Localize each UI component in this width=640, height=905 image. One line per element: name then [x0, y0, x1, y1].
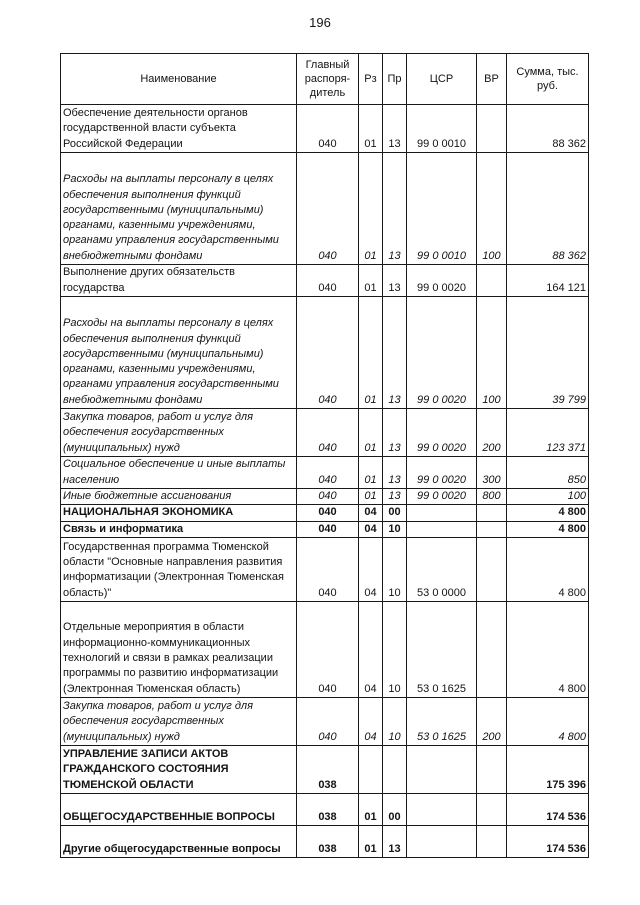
row-name: Закупка товаров, работ и услуг для обеспечения государственных (муниципальных) нужд — [61, 409, 297, 457]
row-vr: 300 — [477, 457, 507, 489]
row-rz: 01 — [359, 489, 383, 505]
page-number: 196 — [309, 15, 331, 30]
row-vr — [477, 537, 507, 601]
row-csr: 53 0 1625 — [407, 697, 477, 745]
row-rz: 01 — [359, 409, 383, 457]
column-header-vr: ВР — [477, 54, 507, 105]
row-csr — [407, 521, 477, 537]
row-admin: 040 — [297, 697, 359, 745]
row-sum: 100 — [507, 489, 589, 505]
table-row — [61, 457, 589, 489]
row-pr: 13 — [383, 153, 407, 265]
row-sum: 4 800 — [507, 537, 589, 601]
row-sum: 88 362 — [507, 105, 589, 153]
row-admin: 040 — [297, 265, 359, 297]
row-csr: 99 0 0020 — [407, 489, 477, 505]
row-pr: 00 — [383, 505, 407, 521]
row-vr: 200 — [477, 409, 507, 457]
row-vr — [477, 505, 507, 521]
row-admin: 040 — [297, 409, 359, 457]
column-header-name: Наименование — [61, 54, 297, 105]
row-rz: 01 — [359, 265, 383, 297]
row-pr: 13 — [383, 457, 407, 489]
row-sum: 4 800 — [507, 521, 589, 537]
row-name: Государственная программа Тюменской области "Основные направления развития информатизации (Электронная Тюменская область)" — [61, 537, 297, 601]
row-vr — [477, 745, 507, 793]
row-admin: 040 — [297, 521, 359, 537]
row-rz: 01 — [359, 105, 383, 153]
row-sum: 39 799 — [507, 297, 589, 409]
row-sum: 88 362 — [507, 153, 589, 265]
row-admin: 040 — [297, 537, 359, 601]
row-sum: 174 536 — [507, 825, 589, 857]
table-row — [61, 745, 589, 793]
row-csr: 53 0 1625 — [407, 601, 477, 697]
row-pr: 00 — [383, 793, 407, 825]
column-header-rz: Рз — [359, 54, 383, 105]
budget-table — [60, 53, 589, 858]
row-name: УПРАВЛЕНИЕ ЗАПИСИ АКТОВ ГРАЖДАНСКОГО СОСТОЯНИЯ ТЮМЕНСКОЙ ОБЛАСТИ — [61, 745, 297, 793]
row-rz: 04 — [359, 601, 383, 697]
row-name: Связь и информатика — [61, 521, 297, 537]
row-admin: 040 — [297, 297, 359, 409]
row-sum: 164 121 — [507, 265, 589, 297]
row-admin: 040 — [297, 153, 359, 265]
row-name: Отдельные мероприятия в области информационно-коммуникационных технологий и связи в рамках реализации программы по развитию информатизации (Электронная Тюменская область) — [61, 601, 297, 697]
row-name: Обеспечение деятельности органов государственной власти субъекта Российской Федерации — [61, 105, 297, 153]
row-name: ОБЩЕГОСУДАРСТВЕННЫЕ ВОПРОСЫ — [61, 793, 297, 825]
row-rz: 01 — [359, 153, 383, 265]
row-rz: 04 — [359, 537, 383, 601]
row-admin: 040 — [297, 105, 359, 153]
row-admin: 040 — [297, 505, 359, 521]
row-name: Закупка товаров, работ и услуг для обеспечения государственных (муниципальных) нужд — [61, 697, 297, 745]
row-pr: 10 — [383, 521, 407, 537]
row-vr — [477, 521, 507, 537]
row-rz: 04 — [359, 505, 383, 521]
table-row — [61, 297, 589, 409]
row-admin: 038 — [297, 825, 359, 857]
row-admin: 038 — [297, 745, 359, 793]
row-rz: 04 — [359, 697, 383, 745]
row-name: Расходы на выплаты персоналу в целях обеспечения выполнения функций государственными (муниципальными) органами, казенными учреждениями, органами управления государственными внебюджетными фондами — [61, 297, 297, 409]
row-admin: 040 — [297, 601, 359, 697]
row-name: Другие общегосударственные вопросы — [61, 825, 297, 857]
table-row — [61, 265, 589, 297]
row-csr: 99 0 0020 — [407, 457, 477, 489]
row-name: Расходы на выплаты персоналу в целях обеспечения выполнения функций государственными (муниципальными) органами, казенными учреждениями, органами управления государственными внебюджетными фондами — [61, 153, 297, 265]
row-sum: 175 396 — [507, 745, 589, 793]
row-pr — [383, 745, 407, 793]
row-csr — [407, 825, 477, 857]
row-vr: 200 — [477, 697, 507, 745]
column-header-pr: Пр — [383, 54, 407, 105]
column-header-admin: Главный распоря-дитель — [297, 54, 359, 105]
row-csr: 99 0 0020 — [407, 409, 477, 457]
row-vr — [477, 793, 507, 825]
row-pr: 13 — [383, 489, 407, 505]
table-row — [61, 521, 589, 537]
row-sum: 174 536 — [507, 793, 589, 825]
row-vr: 100 — [477, 153, 507, 265]
row-admin: 040 — [297, 489, 359, 505]
row-sum: 4 800 — [507, 601, 589, 697]
table-row — [61, 537, 589, 601]
table-row — [61, 601, 589, 697]
column-header-csr: ЦСР — [407, 54, 477, 105]
row-admin: 040 — [297, 457, 359, 489]
row-pr: 13 — [383, 297, 407, 409]
row-rz — [359, 745, 383, 793]
row-rz: 01 — [359, 457, 383, 489]
column-header-sum: Сумма, тыс. руб. — [507, 54, 589, 105]
row-rz: 01 — [359, 297, 383, 409]
row-name: Иные бюджетные ассигнования — [61, 489, 297, 505]
row-admin: 038 — [297, 793, 359, 825]
row-csr: 53 0 0000 — [407, 537, 477, 601]
table-row — [61, 489, 589, 505]
row-csr — [407, 745, 477, 793]
row-vr — [477, 601, 507, 697]
row-csr: 99 0 0020 — [407, 297, 477, 409]
row-vr: 100 — [477, 297, 507, 409]
table-row — [61, 153, 589, 265]
row-vr — [477, 105, 507, 153]
row-sum: 4 800 — [507, 505, 589, 521]
row-sum: 850 — [507, 457, 589, 489]
row-sum: 123 371 — [507, 409, 589, 457]
row-vr: 800 — [477, 489, 507, 505]
row-pr: 10 — [383, 537, 407, 601]
row-pr: 10 — [383, 601, 407, 697]
row-name: НАЦИОНАЛЬНАЯ ЭКОНОМИКА — [61, 505, 297, 521]
row-rz: 01 — [359, 793, 383, 825]
row-sum: 4 800 — [507, 697, 589, 745]
table-row — [61, 825, 589, 857]
row-csr — [407, 793, 477, 825]
row-csr: 99 0 0010 — [407, 105, 477, 153]
row-csr: 99 0 0010 — [407, 153, 477, 265]
row-pr: 13 — [383, 105, 407, 153]
table-header-row — [61, 54, 589, 105]
row-pr: 13 — [383, 825, 407, 857]
table-row — [61, 793, 589, 825]
row-rz: 04 — [359, 521, 383, 537]
row-name: Выполнение других обязательств государства — [61, 265, 297, 297]
row-name: Социальное обеспечение и иные выплаты населению — [61, 457, 297, 489]
table-row — [61, 105, 589, 153]
row-csr: 99 0 0020 — [407, 265, 477, 297]
table-row — [61, 409, 589, 457]
row-pr: 10 — [383, 697, 407, 745]
table-row — [61, 505, 589, 521]
row-vr — [477, 265, 507, 297]
table-row — [61, 697, 589, 745]
row-rz: 01 — [359, 825, 383, 857]
row-pr: 13 — [383, 409, 407, 457]
row-vr — [477, 825, 507, 857]
row-csr — [407, 505, 477, 521]
row-pr: 13 — [383, 265, 407, 297]
